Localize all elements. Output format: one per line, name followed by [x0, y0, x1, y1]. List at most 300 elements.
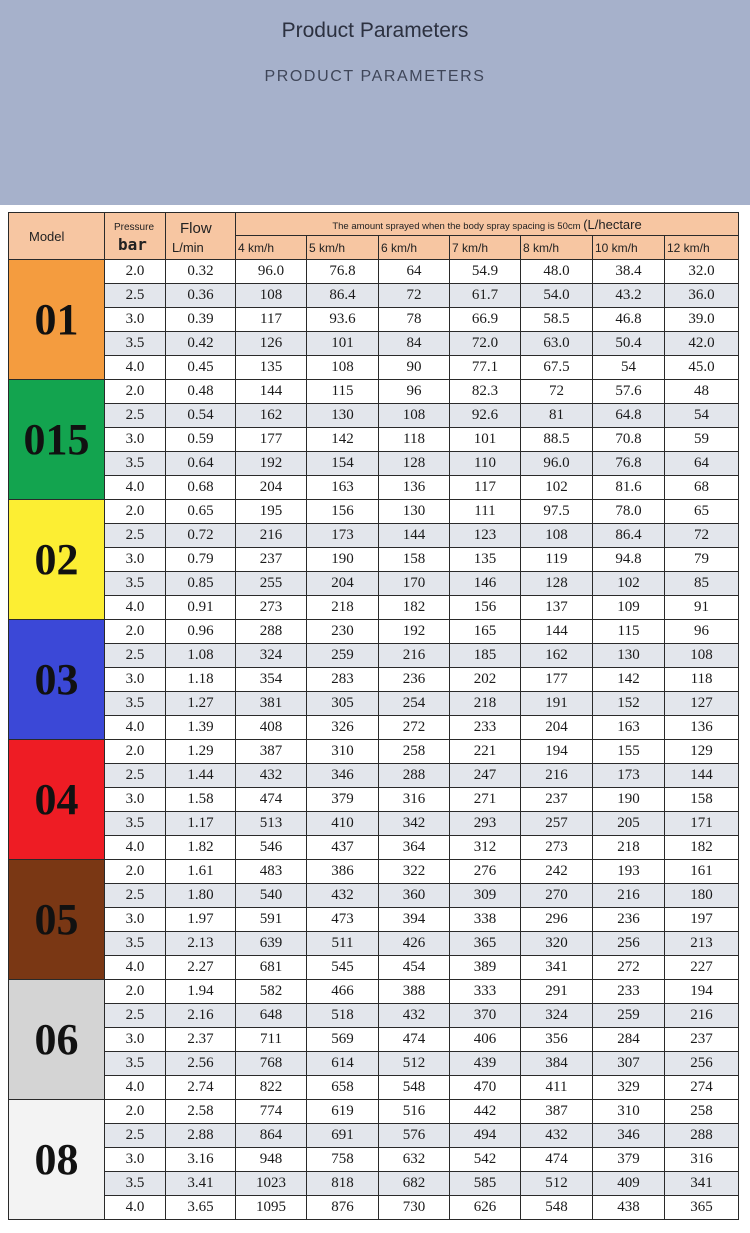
spray-amount-cell: 864: [236, 1124, 307, 1148]
spray-amount-cell: 346: [593, 1124, 665, 1148]
spray-amount-cell: 108: [665, 644, 739, 668]
spray-amount-cell: 218: [593, 836, 665, 860]
spray-amount-cell: 97.5: [521, 500, 593, 524]
spray-amount-cell: 614: [307, 1052, 379, 1076]
table-row: [9, 932, 739, 956]
spray-amount-cell: 61.7: [450, 284, 521, 308]
spray-amount-cell: 346: [307, 764, 379, 788]
flow-cell: 0.48: [166, 380, 236, 404]
pressure-cell: 2.5: [105, 1124, 166, 1148]
spray-amount-cell: 158: [379, 548, 450, 572]
spray-amount-cell: 194: [665, 980, 739, 1004]
spray-amount-cell: 470: [450, 1076, 521, 1100]
spray-amount-cell: 439: [450, 1052, 521, 1076]
spray-amount-cell: 43.2: [593, 284, 665, 308]
spray-amount-cell: 632: [379, 1148, 450, 1172]
spray-amount-cell: 218: [307, 596, 379, 620]
spray-amount-cell: 67.5: [521, 356, 593, 380]
table-row: [9, 452, 739, 476]
flow-cell: 0.59: [166, 428, 236, 452]
spray-amount-cell: 81: [521, 404, 593, 428]
spray-amount-cell: 312: [450, 836, 521, 860]
flow-cell: 2.74: [166, 1076, 236, 1100]
spray-amount-cell: 72: [665, 524, 739, 548]
pressure-cell: 2.0: [105, 380, 166, 404]
flow-cell: 1.58: [166, 788, 236, 812]
table-row: [9, 692, 739, 716]
table-row: [9, 380, 739, 404]
spray-amount-cell: 50.4: [593, 332, 665, 356]
spray-amount-cell: 466: [307, 980, 379, 1004]
spray-amount-cell: 102: [521, 476, 593, 500]
spray-amount-cell: 1095: [236, 1196, 307, 1220]
model-code-cell: 05: [9, 860, 105, 980]
spray-amount-cell: 54.0: [521, 284, 593, 308]
flow-cell: 0.64: [166, 452, 236, 476]
spray-amount-cell: 256: [665, 1052, 739, 1076]
spray-amount-cell: 194: [521, 740, 593, 764]
spray-amount-cell: 185: [450, 644, 521, 668]
spray-amount-cell: 48: [665, 380, 739, 404]
model-code-cell: 04: [9, 740, 105, 860]
pressure-cell: 3.5: [105, 1052, 166, 1076]
flow-cell: 1.44: [166, 764, 236, 788]
spray-amount-cell: 256: [593, 932, 665, 956]
parameters-table: [8, 212, 739, 1220]
spray-amount-cell: 354: [236, 668, 307, 692]
spray-amount-cell: 307: [593, 1052, 665, 1076]
pressure-cell: 2.0: [105, 260, 166, 284]
pressure-cell: 2.0: [105, 500, 166, 524]
spray-amount-cell: 72: [521, 380, 593, 404]
spray-amount-cell: 64: [379, 260, 450, 284]
pressure-cell: 3.0: [105, 1148, 166, 1172]
spray-amount-cell: 259: [593, 1004, 665, 1028]
table-row: [9, 284, 739, 308]
spray-amount-cell: 432: [521, 1124, 593, 1148]
spray-amount-cell: 255: [236, 572, 307, 596]
spray-amount-cell: 163: [307, 476, 379, 500]
pressure-cell: 2.5: [105, 524, 166, 548]
spray-amount-cell: 341: [521, 956, 593, 980]
spray-amount-cell: 158: [665, 788, 739, 812]
table-row: [9, 572, 739, 596]
spray-amount-cell: 364: [379, 836, 450, 860]
spray-amount-cell: 173: [593, 764, 665, 788]
spray-amount-cell: 310: [593, 1100, 665, 1124]
pressure-cell: 4.0: [105, 1076, 166, 1100]
spray-amount-cell: 272: [593, 956, 665, 980]
spray-amount-cell: 88.5: [521, 428, 593, 452]
spray-amount-cell: 309: [450, 884, 521, 908]
spray-amount-cell: 46.8: [593, 308, 665, 332]
flow-cell: 1.97: [166, 908, 236, 932]
spray-amount-cell: 768: [236, 1052, 307, 1076]
spray-amount-cell: 230: [307, 620, 379, 644]
spray-amount-cell: 66.9: [450, 308, 521, 332]
pressure-cell: 3.0: [105, 908, 166, 932]
spray-amount-cell: 437: [307, 836, 379, 860]
table-row: [9, 332, 739, 356]
header-model: Model: [9, 213, 105, 260]
spray-amount-cell: 38.4: [593, 260, 665, 284]
spray-amount-cell: 639: [236, 932, 307, 956]
spray-amount-cell: 156: [307, 500, 379, 524]
spray-amount-cell: 310: [307, 740, 379, 764]
table-row: [9, 1172, 739, 1196]
flow-cell: 0.68: [166, 476, 236, 500]
spray-amount-cell: 193: [593, 860, 665, 884]
spray-amount-cell: 144: [665, 764, 739, 788]
table-row: [9, 788, 739, 812]
spray-amount-cell: 682: [379, 1172, 450, 1196]
decorative-strokes: [280, 47, 470, 51]
table-row: [9, 1148, 739, 1172]
spray-amount-cell: 85: [665, 572, 739, 596]
spray-amount-cell: 386: [307, 860, 379, 884]
spray-amount-cell: 154: [307, 452, 379, 476]
pressure-cell: 2.5: [105, 764, 166, 788]
header-speed: 10 km/h: [593, 236, 665, 260]
spray-amount-cell: 96: [379, 380, 450, 404]
spray-amount-cell: 626: [450, 1196, 521, 1220]
spray-amount-cell: 128: [521, 572, 593, 596]
spray-amount-cell: 72: [379, 284, 450, 308]
spray-amount-cell: 258: [665, 1100, 739, 1124]
table-row: [9, 956, 739, 980]
pressure-cell: 3.5: [105, 932, 166, 956]
spray-amount-cell: 648: [236, 1004, 307, 1028]
spray-amount-cell: 322: [379, 860, 450, 884]
spray-amount-cell: 384: [521, 1052, 593, 1076]
spray-amount-cell: 257: [521, 812, 593, 836]
spray-amount-cell: 57.6: [593, 380, 665, 404]
spray-amount-cell: 182: [665, 836, 739, 860]
spray-amount-cell: 59: [665, 428, 739, 452]
spray-amount-cell: 108: [379, 404, 450, 428]
spray-amount-cell: 155: [593, 740, 665, 764]
header-flow-unit: L/min: [172, 240, 204, 255]
spray-amount-cell: 379: [593, 1148, 665, 1172]
spray-amount-cell: 119: [521, 548, 593, 572]
table-row: [9, 1004, 739, 1028]
flow-cell: 3.65: [166, 1196, 236, 1220]
spray-amount-cell: 483: [236, 860, 307, 884]
spray-amount-cell: 542: [450, 1148, 521, 1172]
spray-amount-cell: 86.4: [593, 524, 665, 548]
header-speed: 4 km/h: [236, 236, 307, 260]
spray-amount-cell: 197: [665, 908, 739, 932]
table-row: [9, 500, 739, 524]
spray-amount-cell: 204: [307, 572, 379, 596]
spray-amount-cell: 182: [379, 596, 450, 620]
spray-amount-cell: 63.0: [521, 332, 593, 356]
spray-amount-cell: 365: [665, 1196, 739, 1220]
spray-amount-cell: 387: [521, 1100, 593, 1124]
spray-amount-cell: 117: [236, 308, 307, 332]
spray-amount-cell: 137: [521, 596, 593, 620]
spray-amount-cell: 473: [307, 908, 379, 932]
table-row: [9, 860, 739, 884]
spray-amount-cell: 93.6: [307, 308, 379, 332]
flow-cell: 1.82: [166, 836, 236, 860]
spray-amount-cell: 32.0: [665, 260, 739, 284]
spray-amount-cell: 115: [593, 620, 665, 644]
spray-amount-cell: 68: [665, 476, 739, 500]
flow-cell: 0.54: [166, 404, 236, 428]
spray-amount-cell: 77.1: [450, 356, 521, 380]
spray-amount-cell: 205: [593, 812, 665, 836]
spray-amount-cell: 758: [307, 1148, 379, 1172]
spray-unit: (L/hectare: [583, 216, 642, 232]
pressure-cell: 3.0: [105, 428, 166, 452]
table-row: [9, 1124, 739, 1148]
spray-amount-cell: 329: [593, 1076, 665, 1100]
pressure-cell: 3.0: [105, 1028, 166, 1052]
spray-amount-cell: 324: [236, 644, 307, 668]
spray-amount-cell: 254: [379, 692, 450, 716]
spray-amount-cell: 54.9: [450, 260, 521, 284]
spray-amount-cell: 163: [593, 716, 665, 740]
spray-amount-cell: 115: [307, 380, 379, 404]
spray-amount-cell: 128: [379, 452, 450, 476]
spray-amount-cell: 774: [236, 1100, 307, 1124]
spray-amount-cell: 516: [379, 1100, 450, 1124]
pressure-cell: 3.5: [105, 812, 166, 836]
spray-amount-cell: 818: [307, 1172, 379, 1196]
spray-amount-cell: 619: [307, 1100, 379, 1124]
flow-cell: 1.80: [166, 884, 236, 908]
spray-amount-cell: 691: [307, 1124, 379, 1148]
spray-amount-cell: 288: [236, 620, 307, 644]
spray-amount-cell: 242: [521, 860, 593, 884]
spray-amount-cell: 370: [450, 1004, 521, 1028]
header-speed: 8 km/h: [521, 236, 593, 260]
header-pressure: [105, 213, 166, 260]
header-flow: [166, 213, 236, 260]
spray-amount-cell: 177: [236, 428, 307, 452]
pressure-cell: 2.5: [105, 644, 166, 668]
spray-amount-cell: 64: [665, 452, 739, 476]
spray-amount-cell: 511: [307, 932, 379, 956]
spray-amount-cell: 102: [593, 572, 665, 596]
pressure-cell: 4.0: [105, 836, 166, 860]
spray-amount-cell: 233: [593, 980, 665, 1004]
spray-amount-cell: 221: [450, 740, 521, 764]
table-row: [9, 620, 739, 644]
spray-amount-cell: 204: [236, 476, 307, 500]
spray-amount-cell: 202: [450, 668, 521, 692]
spray-amount-cell: 291: [521, 980, 593, 1004]
spray-amount-cell: 64.8: [593, 404, 665, 428]
spray-amount-cell: 474: [379, 1028, 450, 1052]
flow-cell: 2.56: [166, 1052, 236, 1076]
flow-cell: 2.58: [166, 1100, 236, 1124]
spray-amount-cell: 108: [236, 284, 307, 308]
table-row: [9, 668, 739, 692]
spray-amount-cell: 296: [521, 908, 593, 932]
spray-amount-cell: 177: [521, 668, 593, 692]
spray-amount-cell: 127: [665, 692, 739, 716]
spray-amount-cell: 512: [521, 1172, 593, 1196]
spray-amount-cell: 408: [236, 716, 307, 740]
table-row: [9, 716, 739, 740]
spray-amount-cell: 161: [665, 860, 739, 884]
pressure-cell: 4.0: [105, 356, 166, 380]
spray-amount-cell: 54: [665, 404, 739, 428]
header-spray-amount: [236, 213, 739, 236]
header-pressure-unit: bar: [118, 235, 147, 254]
spray-amount-cell: 454: [379, 956, 450, 980]
spray-amount-cell: 109: [593, 596, 665, 620]
spray-amount-cell: 135: [450, 548, 521, 572]
spray-amount-cell: 822: [236, 1076, 307, 1100]
header-speed: 7 km/h: [450, 236, 521, 260]
pressure-cell: 3.5: [105, 692, 166, 716]
pressure-cell: 2.5: [105, 404, 166, 428]
page-subtitle: PRODUCT PARAMETERS: [264, 68, 486, 85]
table-row: [9, 308, 739, 332]
spray-amount-cell: 316: [665, 1148, 739, 1172]
flow-cell: 1.94: [166, 980, 236, 1004]
spray-amount-cell: 126: [236, 332, 307, 356]
flow-cell: 1.29: [166, 740, 236, 764]
pressure-cell: 2.5: [105, 884, 166, 908]
spray-amount-cell: 96.0: [236, 260, 307, 284]
spray-amount-cell: 388: [379, 980, 450, 1004]
spray-amount-cell: 379: [307, 788, 379, 812]
spray-amount-cell: 216: [379, 644, 450, 668]
spray-amount-cell: 948: [236, 1148, 307, 1172]
spray-amount-cell: 54: [593, 356, 665, 380]
table-row: [9, 1196, 739, 1220]
spray-amount-cell: 711: [236, 1028, 307, 1052]
spray-caption: The amount sprayed when the body spray spacing is 50cm: [332, 220, 581, 232]
spray-amount-cell: 273: [521, 836, 593, 860]
spray-amount-cell: 438: [593, 1196, 665, 1220]
spray-amount-cell: 591: [236, 908, 307, 932]
spray-amount-cell: 101: [307, 332, 379, 356]
spray-amount-cell: 326: [307, 716, 379, 740]
spray-amount-cell: 144: [521, 620, 593, 644]
pressure-cell: 3.5: [105, 332, 166, 356]
page-title: Product Parameters: [281, 19, 469, 42]
table-row: [9, 548, 739, 572]
pressure-cell: 3.5: [105, 452, 166, 476]
table-row: [9, 1052, 739, 1076]
spray-amount-cell: 582: [236, 980, 307, 1004]
spray-amount-cell: 270: [521, 884, 593, 908]
spray-amount-cell: 381: [236, 692, 307, 716]
spray-amount-cell: 216: [521, 764, 593, 788]
spray-amount-cell: 144: [236, 380, 307, 404]
spray-amount-cell: 84: [379, 332, 450, 356]
pressure-cell: 2.0: [105, 980, 166, 1004]
spray-amount-cell: 411: [521, 1076, 593, 1100]
pressure-cell: 4.0: [105, 1196, 166, 1220]
spray-amount-cell: 90: [379, 356, 450, 380]
spray-amount-cell: 432: [236, 764, 307, 788]
header-banner: [0, 0, 750, 205]
spray-amount-cell: 190: [593, 788, 665, 812]
table-row: [9, 980, 739, 1004]
pressure-cell: 4.0: [105, 476, 166, 500]
spray-amount-cell: 237: [665, 1028, 739, 1052]
spray-amount-cell: 129: [665, 740, 739, 764]
flow-cell: 0.42: [166, 332, 236, 356]
spray-amount-cell: 190: [307, 548, 379, 572]
spray-amount-cell: 136: [665, 716, 739, 740]
flow-cell: 0.39: [166, 308, 236, 332]
spray-amount-cell: 78.0: [593, 500, 665, 524]
table-row: [9, 884, 739, 908]
spray-amount-cell: 274: [665, 1076, 739, 1100]
spray-amount-cell: 876: [307, 1196, 379, 1220]
spray-amount-cell: 72.0: [450, 332, 521, 356]
spray-amount-cell: 58.5: [521, 308, 593, 332]
model-code-cell: 02: [9, 500, 105, 620]
spray-amount-cell: 288: [665, 1124, 739, 1148]
table-row: [9, 476, 739, 500]
spray-amount-cell: 108: [521, 524, 593, 548]
spray-amount-cell: 585: [450, 1172, 521, 1196]
decorative-strokes: [276, 0, 476, 6]
spray-amount-cell: 394: [379, 908, 450, 932]
spray-amount-cell: 474: [521, 1148, 593, 1172]
table-row: [9, 404, 739, 428]
pressure-cell: 4.0: [105, 956, 166, 980]
spray-amount-cell: 365: [450, 932, 521, 956]
spray-amount-cell: 512: [379, 1052, 450, 1076]
spray-amount-cell: 258: [379, 740, 450, 764]
spray-amount-cell: 117: [450, 476, 521, 500]
spray-amount-cell: 204: [521, 716, 593, 740]
flow-cell: 1.17: [166, 812, 236, 836]
table-row: [9, 596, 739, 620]
spray-amount-cell: 171: [665, 812, 739, 836]
model-code-cell: 06: [9, 980, 105, 1100]
spray-amount-cell: 227: [665, 956, 739, 980]
spray-amount-cell: 48.0: [521, 260, 593, 284]
spray-amount-cell: 387: [236, 740, 307, 764]
spray-amount-cell: 123: [450, 524, 521, 548]
header-speed: 5 km/h: [307, 236, 379, 260]
table-row: [9, 1100, 739, 1124]
flow-cell: 1.08: [166, 644, 236, 668]
spray-amount-cell: 272: [379, 716, 450, 740]
flow-cell: 2.27: [166, 956, 236, 980]
spray-amount-cell: 288: [379, 764, 450, 788]
model-code-cell: 08: [9, 1100, 105, 1220]
spray-amount-cell: 320: [521, 932, 593, 956]
spray-amount-cell: 681: [236, 956, 307, 980]
pressure-cell: 2.0: [105, 740, 166, 764]
flow-cell: 0.65: [166, 500, 236, 524]
spray-amount-cell: 658: [307, 1076, 379, 1100]
spray-amount-cell: 324: [521, 1004, 593, 1028]
spray-amount-cell: 192: [236, 452, 307, 476]
spray-amount-cell: 130: [379, 500, 450, 524]
model-code-cell: 015: [9, 380, 105, 500]
spray-amount-cell: 191: [521, 692, 593, 716]
spray-amount-cell: 333: [450, 980, 521, 1004]
flow-cell: 0.79: [166, 548, 236, 572]
spray-amount-cell: 236: [379, 668, 450, 692]
flow-cell: 0.36: [166, 284, 236, 308]
spray-amount-cell: 237: [521, 788, 593, 812]
spray-amount-cell: 91: [665, 596, 739, 620]
header-speed: 12 km/h: [665, 236, 739, 260]
